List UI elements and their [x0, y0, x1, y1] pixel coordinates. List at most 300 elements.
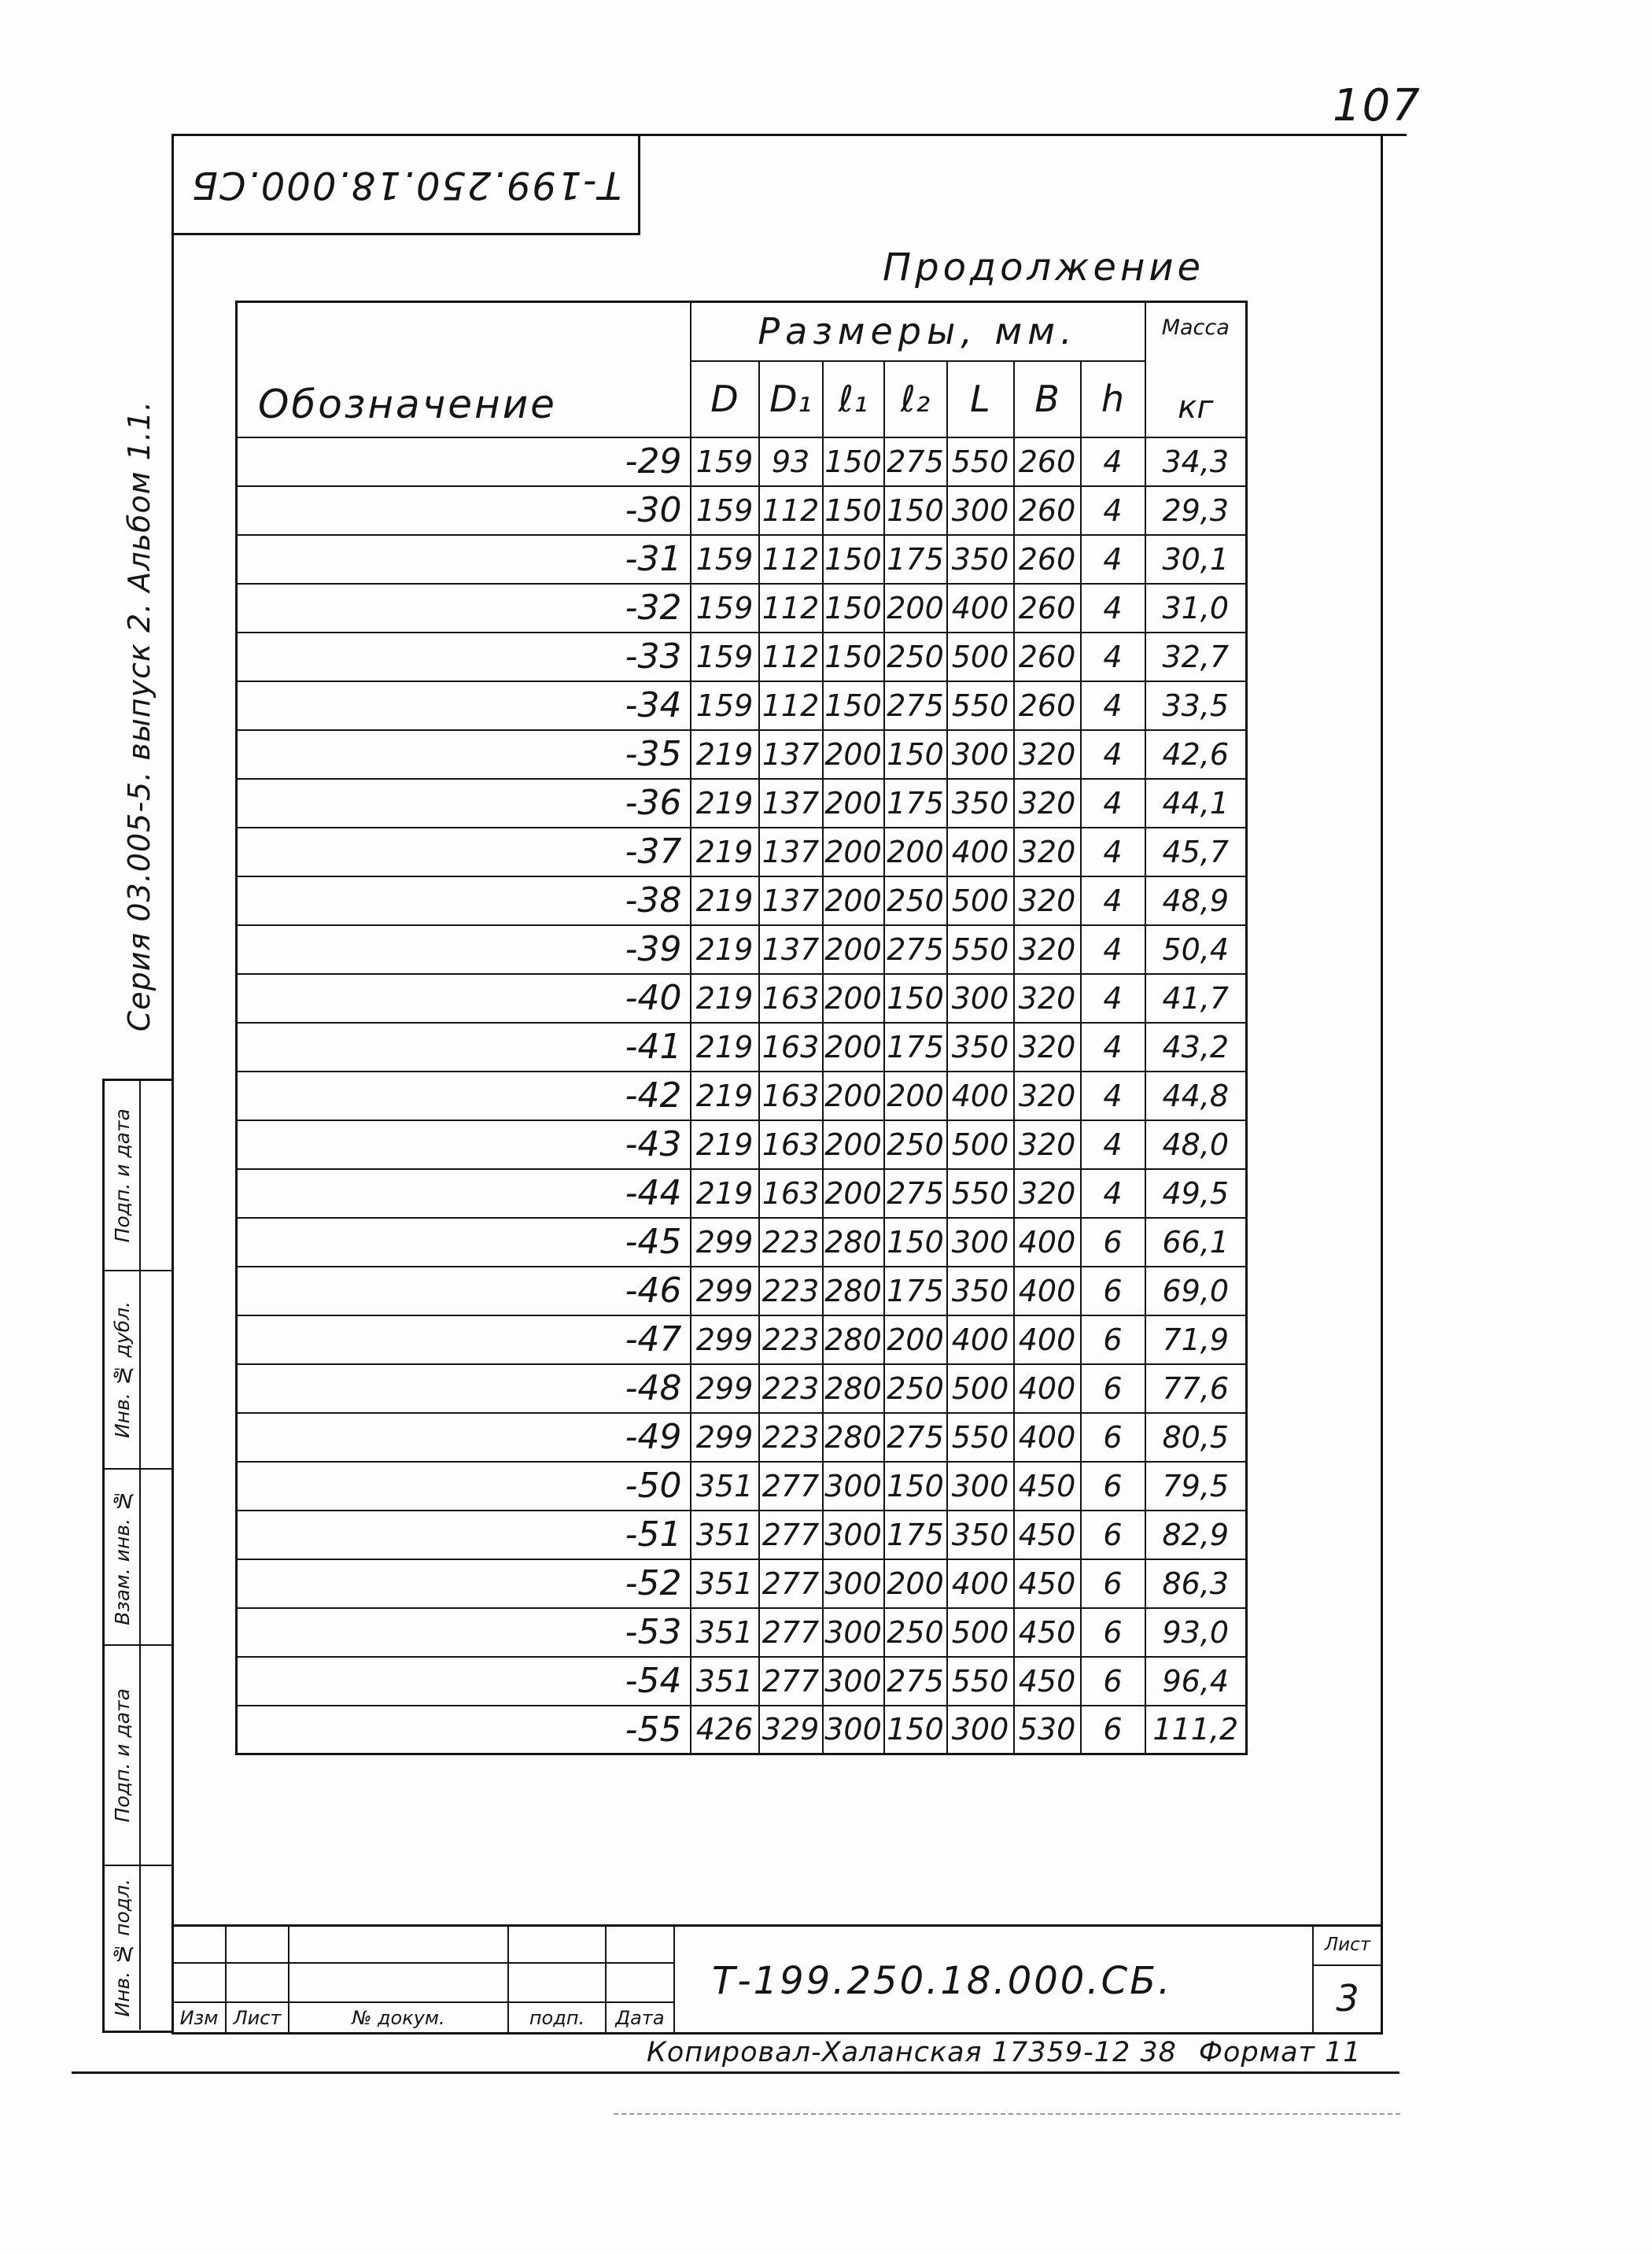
cell-length: 300	[947, 974, 1014, 1023]
cell-h: 6	[1081, 1267, 1145, 1315]
cell-h: 4	[1081, 1023, 1145, 1072]
cell-l1: 200	[823, 974, 884, 1023]
cell-mass: 80,5	[1145, 1413, 1247, 1462]
cell-h: 6	[1081, 1413, 1145, 1462]
cell-b: 260	[1014, 535, 1081, 584]
table-row	[237, 633, 1247, 681]
cell-mass: 50,4	[1145, 925, 1247, 974]
page-number-text: 107	[1333, 80, 1422, 131]
cell-length: 300	[947, 1218, 1014, 1267]
series-label	[115, 370, 164, 1062]
cell-designation: -55	[237, 1706, 691, 1754]
col-header-h: h	[1081, 361, 1145, 437]
cell-l1: 150	[823, 437, 884, 486]
cell-d: 219	[691, 925, 759, 974]
cell-h: 6	[1081, 1315, 1145, 1364]
cell-l1: 200	[823, 1120, 884, 1169]
cell-h: 4	[1081, 828, 1145, 876]
cell-designation: -38	[237, 876, 691, 925]
cell-l2: 275	[884, 925, 947, 974]
cell-d: 219	[691, 779, 759, 828]
table-row	[237, 1413, 1247, 1462]
cell-l1: 280	[823, 1218, 884, 1267]
cell-length: 400	[947, 1315, 1014, 1364]
cell-mass: 49,5	[1145, 1169, 1247, 1218]
revision-cell	[172, 1963, 226, 2002]
cell-mass: 71,9	[1145, 1315, 1247, 1364]
revision-cell	[172, 1926, 226, 1963]
label-change: Изм	[172, 2002, 226, 2034]
cell-l1: 300	[823, 1706, 884, 1754]
revision-cell	[508, 1926, 606, 1963]
cell-d: 351	[691, 1608, 759, 1657]
table-row	[237, 584, 1247, 633]
cell-l1: 300	[823, 1462, 884, 1511]
cell-l1: 280	[823, 1267, 884, 1315]
cell-designation: -43	[237, 1120, 691, 1169]
cell-b: 450	[1014, 1559, 1081, 1608]
strip-cell-signature-date	[105, 1081, 174, 1271]
cell-b: 320	[1014, 925, 1081, 974]
copied-by: Копировал-Халанская 17359-12 38	[647, 2037, 1177, 2068]
cell-h: 4	[1081, 925, 1145, 974]
cell-b: 530	[1014, 1706, 1081, 1754]
table-row	[237, 1072, 1247, 1120]
cell-d1: 277	[759, 1559, 823, 1608]
table-row	[237, 925, 1247, 974]
cell-l1: 300	[823, 1608, 884, 1657]
sheet-cell	[1312, 1925, 1381, 2033]
cell-l2: 275	[884, 1657, 947, 1706]
cell-l1: 280	[823, 1364, 884, 1413]
cell-length: 500	[947, 876, 1014, 925]
strip-label: Инв. № дубл.	[110, 1300, 134, 1439]
cell-mass: 93,0	[1145, 1608, 1247, 1657]
cell-designation: -32	[237, 584, 691, 633]
table-row	[237, 1364, 1247, 1413]
cell-d1: 277	[759, 1462, 823, 1511]
cell-l1: 200	[823, 925, 884, 974]
page-number	[1333, 80, 1422, 134]
cell-l2: 175	[884, 1511, 947, 1559]
cell-h: 4	[1081, 1072, 1145, 1120]
frame-top-extension-line	[1381, 134, 1407, 136]
title-block-document-code: Т-199.250.18.000.СБ.	[712, 1959, 1173, 2003]
scan-artifact-line	[614, 2113, 1400, 2115]
cell-b: 260	[1014, 437, 1081, 486]
cell-length: 550	[947, 1413, 1014, 1462]
cell-d: 219	[691, 876, 759, 925]
cell-l2: 275	[884, 1169, 947, 1218]
cell-h: 6	[1081, 1364, 1145, 1413]
label-sheet: Лист	[226, 2002, 289, 2034]
revision-cell	[508, 1963, 606, 2002]
cell-l2: 200	[884, 1072, 947, 1120]
cell-d: 351	[691, 1462, 759, 1511]
cell-l1: 150	[823, 486, 884, 535]
col-header-d1: D₁	[759, 361, 823, 437]
footer-line	[72, 2071, 1399, 2074]
cell-designation: -51	[237, 1511, 691, 1559]
cell-designation: -50	[237, 1462, 691, 1511]
cell-l2: 200	[884, 828, 947, 876]
cell-length: 500	[947, 633, 1014, 681]
cell-d: 219	[691, 828, 759, 876]
revision-cell	[606, 1963, 674, 2002]
cell-designation: -42	[237, 1072, 691, 1120]
cell-mass: 77,6	[1145, 1364, 1247, 1413]
revision-cell	[289, 1926, 508, 1963]
cell-d: 159	[691, 633, 759, 681]
cell-length: 350	[947, 779, 1014, 828]
cell-b: 320	[1014, 1072, 1081, 1120]
strip-cell-signature-date-2	[105, 1646, 174, 1866]
table-row	[237, 974, 1247, 1023]
table-row	[237, 1706, 1247, 1754]
cell-b: 260	[1014, 681, 1081, 730]
cell-l1: 200	[823, 1023, 884, 1072]
cell-designation: -48	[237, 1364, 691, 1413]
copy-note	[647, 2037, 1362, 2068]
cell-h: 6	[1081, 1511, 1145, 1559]
cell-length: 550	[947, 437, 1014, 486]
label-date: Дата	[606, 2002, 674, 2034]
cell-b: 450	[1014, 1608, 1081, 1657]
cell-b: 320	[1014, 730, 1081, 779]
cell-length: 500	[947, 1364, 1014, 1413]
cell-mass: 42,6	[1145, 730, 1247, 779]
cell-b: 400	[1014, 1267, 1081, 1315]
cell-h: 6	[1081, 1462, 1145, 1511]
cell-l2: 150	[884, 974, 947, 1023]
cell-d: 299	[691, 1364, 759, 1413]
cell-d1: 112	[759, 633, 823, 681]
cell-mass: 82,9	[1145, 1511, 1247, 1559]
sheet-number: 3	[1336, 1977, 1359, 2020]
cell-h: 6	[1081, 1657, 1145, 1706]
table-row	[237, 535, 1247, 584]
table-row	[237, 828, 1247, 876]
cell-designation: -45	[237, 1218, 691, 1267]
cell-length: 300	[947, 1462, 1014, 1511]
table-row	[237, 1608, 1247, 1657]
table-row	[237, 1267, 1247, 1315]
cell-d1: 223	[759, 1267, 823, 1315]
cell-l2: 150	[884, 730, 947, 779]
cell-mass: 33,5	[1145, 681, 1247, 730]
cell-d1: 329	[759, 1706, 823, 1754]
cell-designation: -47	[237, 1315, 691, 1364]
cell-d1: 277	[759, 1511, 823, 1559]
cell-mass: 44,1	[1145, 779, 1247, 828]
cell-l1: 280	[823, 1315, 884, 1364]
cell-b: 260	[1014, 633, 1081, 681]
cell-l1: 200	[823, 779, 884, 828]
approval-strip	[102, 1079, 174, 2033]
cell-length: 300	[947, 730, 1014, 779]
cell-l1: 150	[823, 681, 884, 730]
cell-b: 400	[1014, 1364, 1081, 1413]
cell-h: 4	[1081, 974, 1145, 1023]
mass-header	[1145, 302, 1247, 437]
cell-length: 350	[947, 1023, 1014, 1072]
cell-length: 350	[947, 535, 1014, 584]
cell-length: 550	[947, 1657, 1014, 1706]
cell-l1: 300	[823, 1559, 884, 1608]
cell-d: 159	[691, 584, 759, 633]
cell-mass: 69,0	[1145, 1267, 1247, 1315]
revision-label-row	[172, 2002, 674, 2034]
cell-mass: 31,0	[1145, 584, 1247, 633]
cell-l2: 250	[884, 1608, 947, 1657]
cell-d: 351	[691, 1657, 759, 1706]
cell-b: 400	[1014, 1315, 1081, 1364]
cell-d: 299	[691, 1315, 759, 1364]
cell-d: 159	[691, 437, 759, 486]
cell-h: 4	[1081, 535, 1145, 584]
table-row	[237, 437, 1247, 486]
cell-l2: 175	[884, 1023, 947, 1072]
cell-h: 4	[1081, 779, 1145, 828]
table-row	[237, 1315, 1247, 1364]
cell-mass: 48,9	[1145, 876, 1247, 925]
continuation-label: Продолжение	[883, 245, 1205, 290]
cell-b: 320	[1014, 974, 1081, 1023]
cell-l1: 200	[823, 1169, 884, 1218]
cell-length: 550	[947, 925, 1014, 974]
cell-h: 6	[1081, 1559, 1145, 1608]
cell-length: 300	[947, 486, 1014, 535]
revision-cell	[606, 1926, 674, 1963]
cell-mass: 48,0	[1145, 1120, 1247, 1169]
cell-l2: 200	[884, 584, 947, 633]
cell-d1: 163	[759, 1072, 823, 1120]
cell-d1: 223	[759, 1364, 823, 1413]
spec-table-body	[237, 437, 1247, 1754]
col-header-d: D	[691, 361, 759, 437]
cell-l2: 175	[884, 1267, 947, 1315]
cell-designation: -34	[237, 681, 691, 730]
table-row	[237, 1169, 1247, 1218]
revision-grid	[171, 1925, 675, 2035]
label-document-no: № докум.	[289, 2002, 508, 2034]
cell-designation: -29	[237, 437, 691, 486]
cell-b: 450	[1014, 1511, 1081, 1559]
cell-b: 260	[1014, 584, 1081, 633]
cell-b: 320	[1014, 1120, 1081, 1169]
strip-cell-original-inv	[105, 1866, 174, 2030]
cell-d1: 163	[759, 1120, 823, 1169]
cell-d1: 93	[759, 437, 823, 486]
cell-mass: 44,8	[1145, 1072, 1247, 1120]
table-row	[237, 779, 1247, 828]
cell-h: 4	[1081, 730, 1145, 779]
cell-designation: -44	[237, 1169, 691, 1218]
cell-mass: 45,7	[1145, 828, 1247, 876]
cell-l2: 275	[884, 1413, 947, 1462]
cell-l2: 250	[884, 876, 947, 925]
cell-designation: -35	[237, 730, 691, 779]
table-row	[237, 876, 1247, 925]
cell-l1: 200	[823, 730, 884, 779]
document-code-stamp	[171, 134, 640, 235]
cell-h: 4	[1081, 1120, 1145, 1169]
cell-d: 159	[691, 486, 759, 535]
cell-d1: 163	[759, 1023, 823, 1072]
cell-d1: 112	[759, 681, 823, 730]
cell-l2: 150	[884, 1218, 947, 1267]
cell-length: 500	[947, 1608, 1014, 1657]
cell-d1: 112	[759, 535, 823, 584]
table-row	[237, 486, 1247, 535]
cell-designation: -33	[237, 633, 691, 681]
cell-l1: 200	[823, 1072, 884, 1120]
cell-l1: 150	[823, 584, 884, 633]
cell-b: 450	[1014, 1462, 1081, 1511]
cell-l2: 150	[884, 1462, 947, 1511]
cell-mass: 34,3	[1145, 437, 1247, 486]
cell-l1: 150	[823, 633, 884, 681]
cell-b: 320	[1014, 876, 1081, 925]
revision-cell	[289, 1963, 508, 2002]
cell-h: 4	[1081, 437, 1145, 486]
table-row	[237, 1120, 1247, 1169]
cell-d: 299	[691, 1267, 759, 1315]
cell-mass: 79,5	[1145, 1462, 1247, 1511]
cell-d: 219	[691, 1023, 759, 1072]
cell-length: 350	[947, 1511, 1014, 1559]
cell-d1: 137	[759, 828, 823, 876]
header-row	[237, 302, 1247, 361]
cell-l2: 275	[884, 437, 947, 486]
cell-l2: 250	[884, 1364, 947, 1413]
cell-l1: 200	[823, 828, 884, 876]
revision-cell	[226, 1963, 289, 2002]
cell-l2: 175	[884, 779, 947, 828]
cell-mass: 30,1	[1145, 535, 1247, 584]
cell-mass: 41,7	[1145, 974, 1247, 1023]
cell-mass: 29,3	[1145, 486, 1247, 535]
cell-d1: 137	[759, 876, 823, 925]
cell-d1: 137	[759, 730, 823, 779]
cell-b: 320	[1014, 1023, 1081, 1072]
cell-l1: 150	[823, 535, 884, 584]
mass-header-unit: кг	[1178, 389, 1214, 426]
strip-label: Подп. и дата	[110, 1688, 134, 1823]
cell-h: 6	[1081, 1608, 1145, 1657]
cell-h: 4	[1081, 1169, 1145, 1218]
cell-d1: 223	[759, 1413, 823, 1462]
cell-h: 4	[1081, 681, 1145, 730]
col-header-length: L	[947, 361, 1014, 437]
cell-length: 300	[947, 1706, 1014, 1754]
table-row	[237, 1023, 1247, 1072]
cell-l1: 280	[823, 1413, 884, 1462]
cell-l2: 250	[884, 633, 947, 681]
cell-length: 550	[947, 1169, 1014, 1218]
cell-b: 320	[1014, 779, 1081, 828]
cell-length: 400	[947, 1072, 1014, 1120]
cell-d: 219	[691, 974, 759, 1023]
cell-mass: 66,1	[1145, 1218, 1247, 1267]
cell-d1: 163	[759, 974, 823, 1023]
cell-h: 6	[1081, 1218, 1145, 1267]
cell-d: 351	[691, 1511, 759, 1559]
cell-d1: 112	[759, 584, 823, 633]
cell-d1: 137	[759, 779, 823, 828]
col-header-b: B	[1014, 361, 1081, 437]
revision-row	[172, 1926, 674, 1963]
cell-length: 500	[947, 1120, 1014, 1169]
cell-l2: 150	[884, 486, 947, 535]
col-header-l2: ℓ₂	[884, 361, 947, 437]
table-row	[237, 1559, 1247, 1608]
cell-d1: 137	[759, 925, 823, 974]
cell-d: 426	[691, 1706, 759, 1754]
dimensions-header: Размеры, мм.	[691, 302, 1145, 361]
cell-h: 4	[1081, 876, 1145, 925]
revision-row	[172, 1963, 674, 2002]
strip-cell-replacement-inv	[105, 1470, 174, 1646]
cell-length: 400	[947, 1559, 1014, 1608]
cell-designation: -54	[237, 1657, 691, 1706]
cell-mass: 32,7	[1145, 633, 1247, 681]
cell-l1: 300	[823, 1657, 884, 1706]
cell-b: 400	[1014, 1218, 1081, 1267]
cell-d: 219	[691, 1120, 759, 1169]
cell-b: 320	[1014, 828, 1081, 876]
cell-h: 4	[1081, 486, 1145, 535]
cell-d: 299	[691, 1413, 759, 1462]
strip-label: Взам. инв. №	[110, 1489, 134, 1625]
strip-label: Инв. № подл.	[110, 1879, 134, 2017]
cell-b: 400	[1014, 1413, 1081, 1462]
cell-d1: 163	[759, 1169, 823, 1218]
label-signature: подп.	[508, 2002, 606, 2034]
cell-d1: 277	[759, 1608, 823, 1657]
table-row	[237, 1218, 1247, 1267]
cell-designation: -46	[237, 1267, 691, 1315]
cell-b: 450	[1014, 1657, 1081, 1706]
cell-l2: 175	[884, 535, 947, 584]
cell-mass: 96,4	[1145, 1657, 1247, 1706]
col-header-l1: ℓ₁	[823, 361, 884, 437]
cell-d: 219	[691, 1169, 759, 1218]
strip-label: Подп. и дата	[110, 1108, 134, 1243]
cell-d1: 223	[759, 1315, 823, 1364]
strip-cell-duplicate-inv	[105, 1271, 174, 1470]
cell-length: 550	[947, 681, 1014, 730]
cell-d: 219	[691, 1072, 759, 1120]
dimensions-table	[235, 301, 1248, 1755]
cell-length: 350	[947, 1267, 1014, 1315]
cell-mass: 43,2	[1145, 1023, 1247, 1072]
cell-l2: 200	[884, 1315, 947, 1364]
cell-designation: -41	[237, 1023, 691, 1072]
cell-d: 299	[691, 1218, 759, 1267]
revision-cell	[226, 1926, 289, 1963]
cell-l2: 275	[884, 681, 947, 730]
cell-designation: -39	[237, 925, 691, 974]
table-row	[237, 681, 1247, 730]
cell-d1: 112	[759, 486, 823, 535]
cell-d1: 277	[759, 1657, 823, 1706]
cell-b: 320	[1014, 1169, 1081, 1218]
cell-d1: 223	[759, 1218, 823, 1267]
cell-designation: -52	[237, 1559, 691, 1608]
series-label-text: Серия 03.005-5. выпуск 2. Альбом 1.1.	[122, 400, 157, 1032]
cell-length: 400	[947, 828, 1014, 876]
